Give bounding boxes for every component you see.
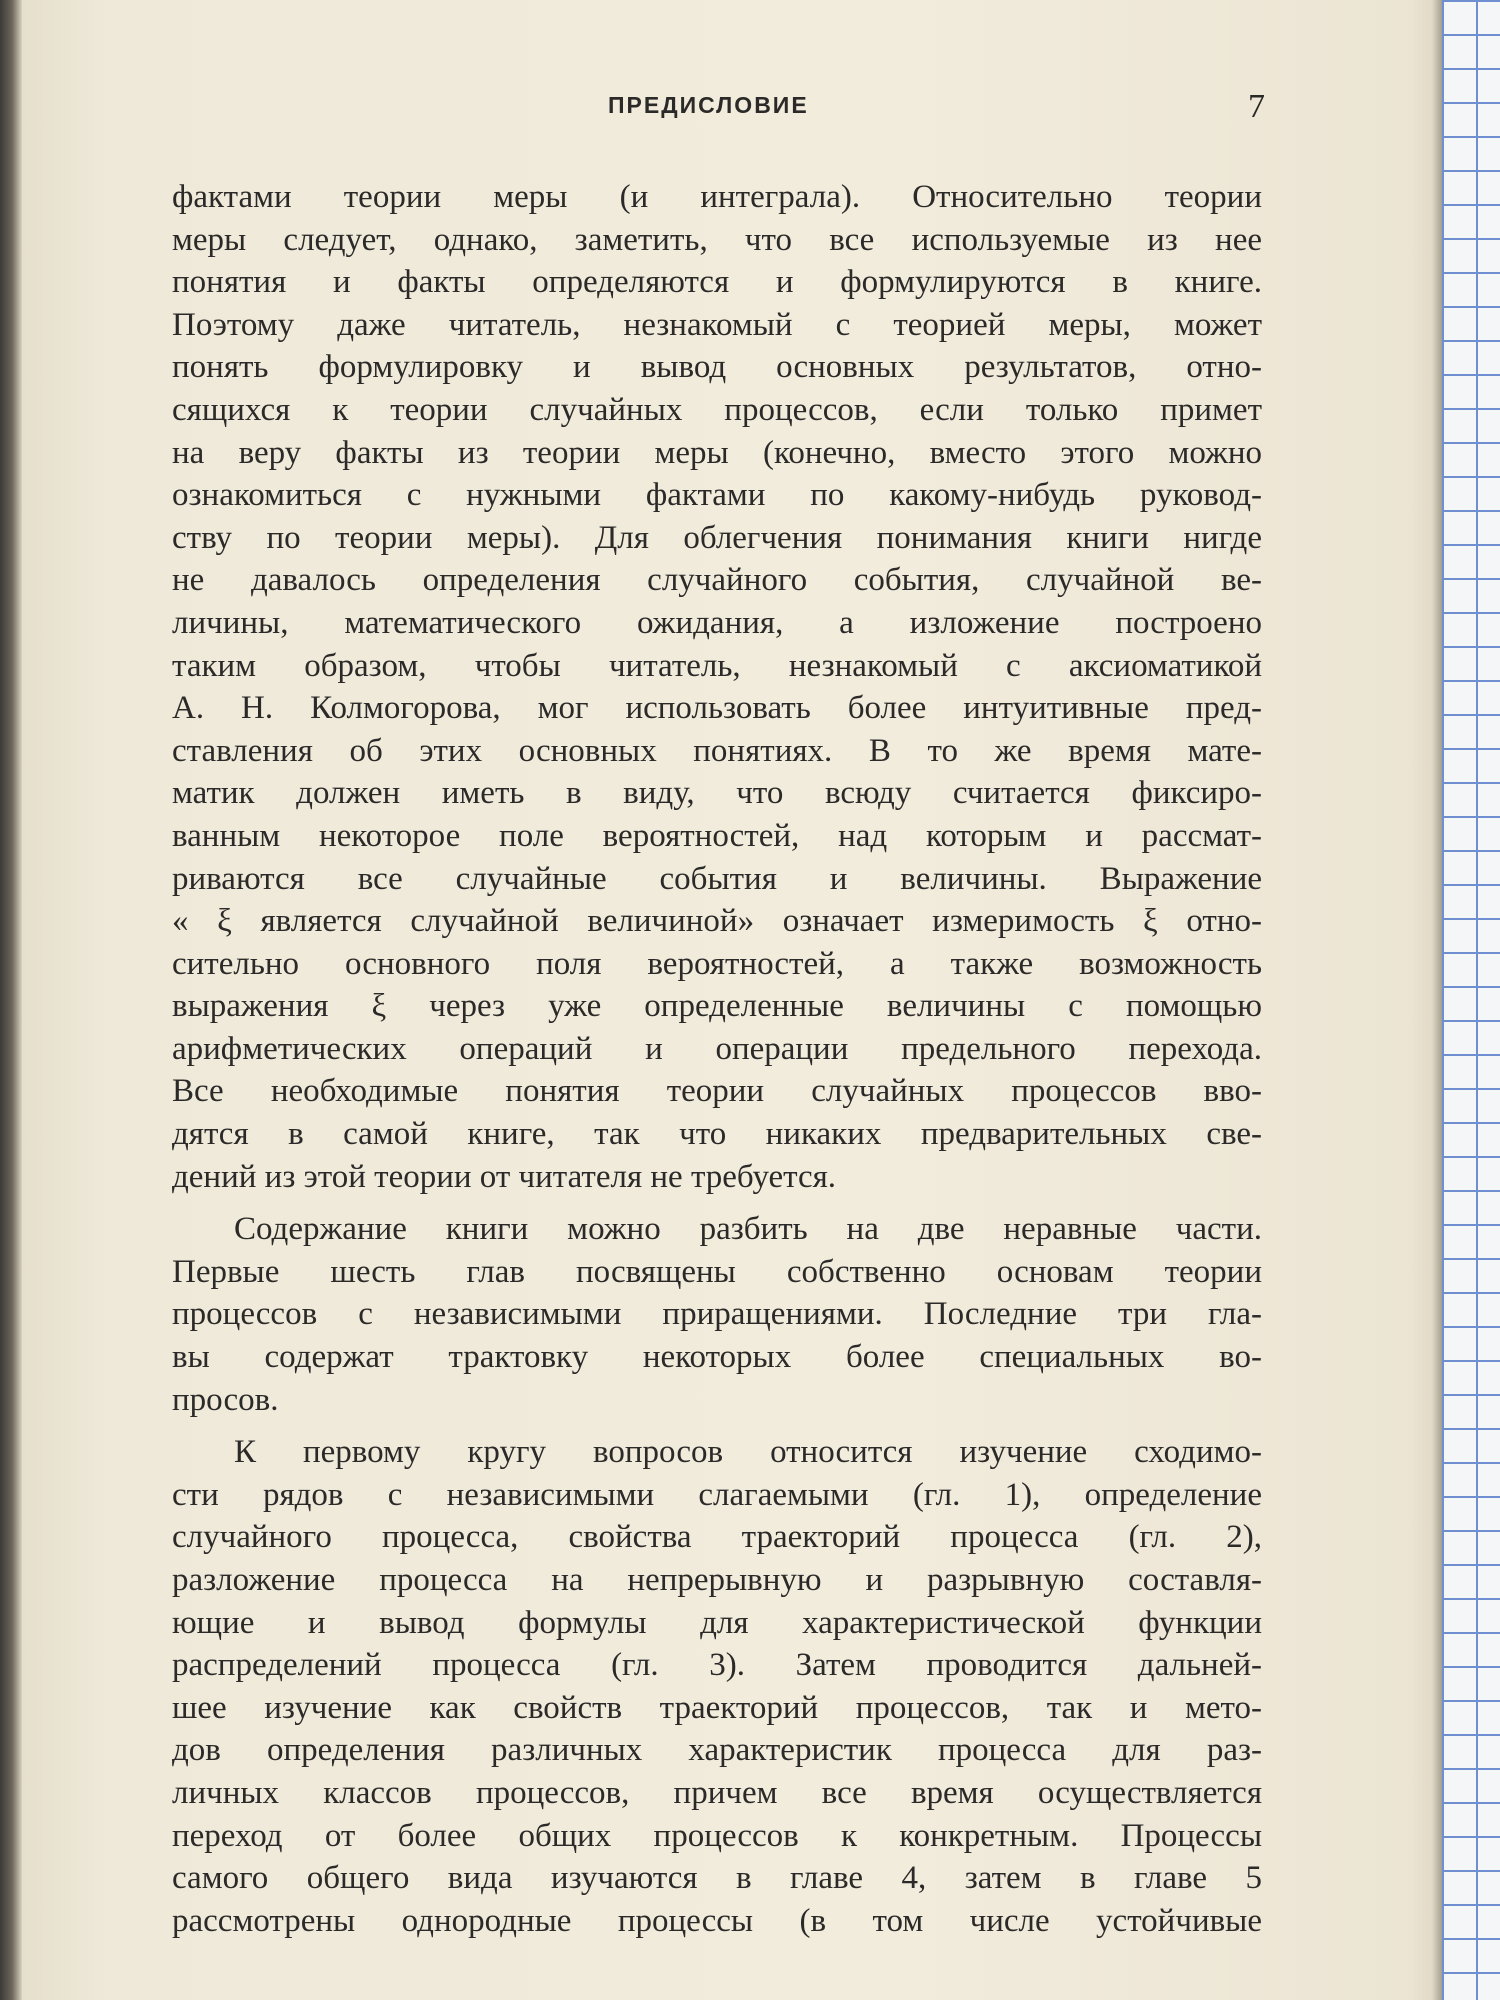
text-line: распределений процесса (гл. 3). Затем проводится дальней- xyxy=(172,1647,1262,1684)
paragraph-gap xyxy=(172,1198,1262,1208)
text-line: разложение процесса на непрерывную и разрывную составля- xyxy=(172,1562,1262,1598)
text-line: ющие и вывод формулы для характеристической функции xyxy=(172,1604,1262,1641)
page-edge-shadow xyxy=(1432,0,1442,2000)
text-line: самого общего вида изучаются в главе 4, затем в главе 5 xyxy=(172,1860,1262,1897)
text-line: меры следует, однако, заметить, что все используемые из нее xyxy=(172,221,1262,258)
text-line: таким образом, чтобы читатель, незнакомый с аксиоматикой xyxy=(172,647,1262,684)
text-line: выражения ξ через уже определенные величины с помощью xyxy=(172,988,1262,1025)
text-line: просов. xyxy=(172,1381,279,1418)
text-line: понять формулировку и вывод основных результатов, отно- xyxy=(172,349,1262,386)
body-text xyxy=(172,176,1262,1942)
text-line: дятся в самой книге, так что никаких предварительных све- xyxy=(172,1116,1262,1153)
text-line: дов определения различных характеристик процесса для раз- xyxy=(172,1732,1262,1769)
text-line: процессов с независимыми приращениями. Последние три гла- xyxy=(172,1296,1262,1333)
text-line: К первому кругу вопросов относится изучение сходимо- xyxy=(234,1434,1262,1471)
paragraph xyxy=(172,1431,1262,1942)
text-line: вы содержат трактовку некоторых более специальных во- xyxy=(172,1339,1262,1376)
text-line: дений из этой теории от читателя не требуется. xyxy=(172,1158,837,1195)
text-line: переход от более общих процессов к конкретным. Процессы xyxy=(172,1817,1262,1854)
text-line: случайного процесса, свойства траекторий процесса (гл. 2), xyxy=(172,1519,1262,1556)
text-line: « ξ является случайной величиной» означает измеримость ξ отно- xyxy=(172,903,1262,940)
text-line: Поэтому даже читатель, незнакомый с теорией меры, может xyxy=(172,306,1262,343)
text-line: понятия и факты определяются и формулируются в книге. xyxy=(172,264,1262,301)
text-line: А. Н. Колмогорова, мог использовать более интуитивные пред- xyxy=(172,690,1262,727)
graph-paper-background xyxy=(1442,0,1500,2000)
book-spine-edge xyxy=(0,0,22,2000)
text-line: ознакомиться с нужными фактами по какому-нибудь руковод- xyxy=(172,477,1262,514)
paragraph xyxy=(172,1208,1262,1421)
text-line: личины, математического ожидания, а изложение построено xyxy=(172,604,1262,641)
text-line: Первые шесть глав посвящены собственно основам теории xyxy=(172,1253,1262,1290)
text-line: матик должен иметь в виду, что всюду считается фиксиро- xyxy=(172,775,1262,812)
text-line: сящихся к теории случайных процессов, если только примет xyxy=(172,391,1262,428)
text-line: Все необходимые понятия теории случайных процессов вво- xyxy=(172,1073,1262,1110)
text-line: рассмотрены однородные процессы (в том числе устойчивые xyxy=(172,1902,1262,1939)
text-line: ставления об этих основных понятиях. В то же время мате- xyxy=(172,732,1262,769)
text-line: ванным некоторое поле вероятностей, над которым и рассмат- xyxy=(172,817,1262,854)
text-line: шее изучение как свойств траекторий процессов, так и мето- xyxy=(172,1689,1262,1726)
text-line: ству по теории меры). Для облегчения понимания книги нигде xyxy=(172,519,1262,556)
text-line: сти рядов с независимыми слагаемыми (гл. 1), определение xyxy=(172,1476,1262,1513)
text-line: на веру факты из теории меры (конечно, вместо этого можно xyxy=(172,434,1262,471)
paragraph-gap xyxy=(172,1421,1262,1431)
text-line: сительно основного поля вероятностей, а также возможность xyxy=(172,945,1262,982)
paragraph xyxy=(172,176,1262,1198)
text-line: не давалось определения случайного события, случайной ве- xyxy=(172,562,1262,599)
text-line: риваются все случайные события и величины. Выражение xyxy=(172,860,1262,897)
text-line: арифметических операций и операции предельного перехода. xyxy=(172,1030,1262,1067)
text-line: Содержание книги можно разбить на две неравные части. xyxy=(234,1211,1262,1248)
text-line: личных классов процессов, причем все время осуществляется xyxy=(172,1774,1262,1811)
text-line: фактами теории меры (и интеграла). Относительно теории xyxy=(172,179,1262,215)
running-head: ПРЕДИСЛОВИЕ xyxy=(608,92,809,118)
page-number: 7 xyxy=(1248,88,1265,125)
